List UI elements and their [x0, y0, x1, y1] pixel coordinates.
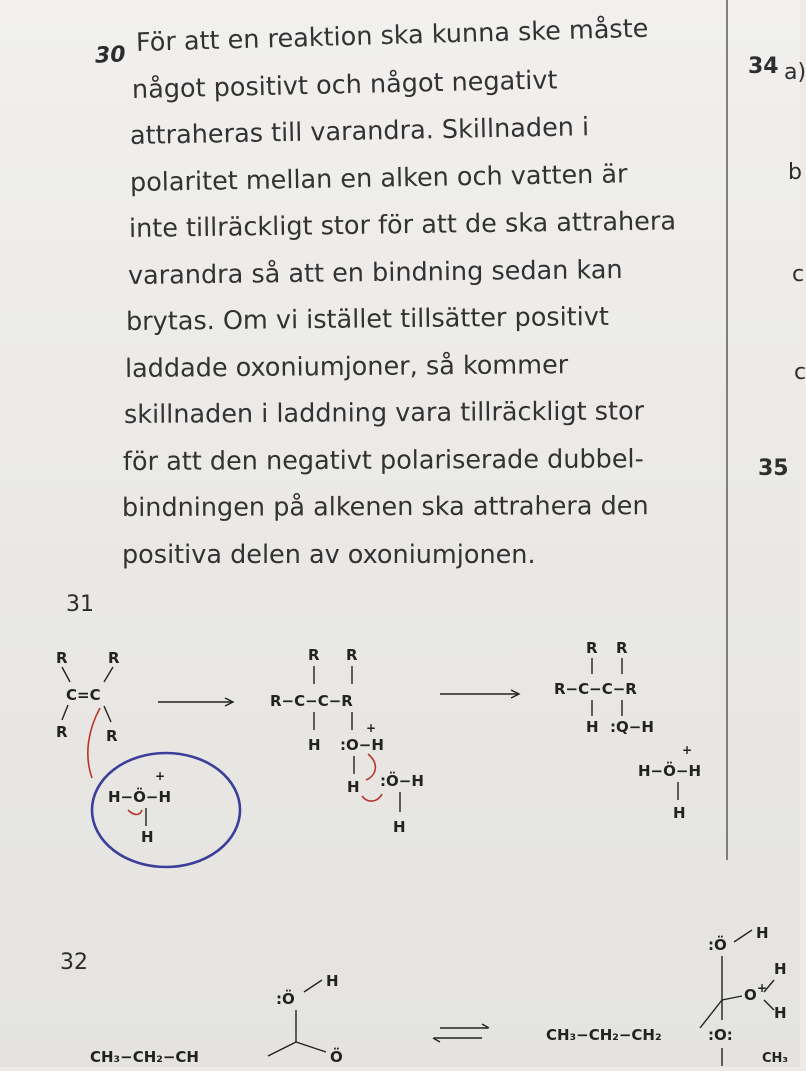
question-30-answer: [121, 13, 688, 578]
mid-h2: H: [347, 778, 360, 796]
prod-water-h: H: [673, 804, 686, 822]
q32-plus: +: [757, 981, 768, 995]
answer-line: brytas. Om vi istället tillsätter positivt: [125, 301, 610, 337]
answer-line: För att en reaktion ska kunna ske måste: [135, 13, 649, 58]
annotation-circle: [92, 753, 240, 867]
q32-o-right: O: [744, 986, 757, 1004]
prod-oh: :Q−H: [610, 718, 654, 736]
mechanism-drawing: [0, 620, 800, 860]
prod-r2: R: [616, 639, 628, 657]
mid-r2: R: [346, 646, 358, 664]
alkene-double-bond: C=C: [66, 686, 101, 704]
answer-line: laddade oxoniumjoner, så kommer: [124, 349, 569, 384]
q32-right-chain: CH₃−CH₂−CH₂: [546, 1026, 662, 1044]
oxonium-h-bottom: H: [141, 828, 154, 846]
reaction-mechanism: [0, 620, 800, 860]
prod-water: H−Ö−H: [638, 762, 701, 780]
question-31-number: 31: [66, 592, 94, 617]
answer-line: positiva delen av oxoniumjonen.: [122, 539, 536, 570]
item-b-letter: b: [788, 160, 802, 185]
q32-drawing: [0, 900, 800, 1067]
q32-o-bottom: :O:: [708, 1026, 733, 1044]
alkene-r1: R: [56, 649, 68, 667]
oxonium-charge: +: [155, 769, 166, 783]
prod-h: H: [586, 718, 599, 736]
q32-h-upper: H: [756, 924, 769, 942]
answer-line: skillnaden i laddning vara tillräckligt stor: [123, 396, 645, 430]
q32-h-right2: H: [774, 1004, 787, 1022]
item-c2-letter: c: [794, 360, 806, 385]
item-34-letter: a): [784, 60, 806, 85]
q32-oh-upper: :Ö: [708, 936, 727, 954]
q32-h-top: H: [326, 972, 339, 990]
answer-line: inte tillräckligt stor för att de ska attrahera: [128, 206, 677, 244]
question-32-reaction: [0, 900, 800, 1067]
prod-charge: +: [682, 743, 693, 757]
mid-r1: R: [308, 646, 320, 664]
alkene-r2: R: [108, 649, 120, 667]
question-32-number: 32: [60, 950, 88, 975]
answer-line: varandra så att en bindning sedan kan: [127, 254, 623, 291]
alkene-r3: R: [56, 723, 68, 741]
q32-oh-top: :Ö: [276, 990, 295, 1008]
answer-line: polaritet mellan en alken och vatten är: [129, 158, 628, 198]
answer-line: attraheras till varandra. Skillnaden i: [129, 112, 590, 151]
q32-h-right1: H: [774, 960, 787, 978]
q32-o-partial: Ö: [330, 1048, 343, 1066]
mid-water: :Ö−H: [380, 772, 424, 790]
mid-h: H: [308, 736, 321, 754]
mid-charge: +: [366, 721, 377, 735]
answer-line: något positivt och något negativt: [131, 64, 558, 105]
oxonium-ion-label: H−Ö−H: [108, 788, 171, 806]
question-30-number: 30: [94, 42, 127, 69]
answer-line: för att den negativt polariserade dubbel-: [122, 443, 644, 477]
item-c-letter: c: [792, 262, 805, 287]
item-34-number: 34: [748, 54, 779, 79]
q32-ch3-bottom: CH₃: [762, 1051, 789, 1066]
answer-line: bindningen på alkenen ska attrahera den: [121, 491, 649, 523]
prod-r1: R: [586, 639, 598, 657]
mid-oh: :O−H: [340, 736, 384, 754]
alkene-r4: R: [106, 727, 118, 745]
q32-left-chain: CH₃−CH₂−CH: [90, 1048, 199, 1066]
mid-chain: R−C−C−R: [270, 692, 353, 710]
item-35-number: 35: [758, 456, 789, 481]
mid-water-h: H: [393, 818, 406, 836]
prod-chain: R−C−C−R: [554, 680, 637, 698]
